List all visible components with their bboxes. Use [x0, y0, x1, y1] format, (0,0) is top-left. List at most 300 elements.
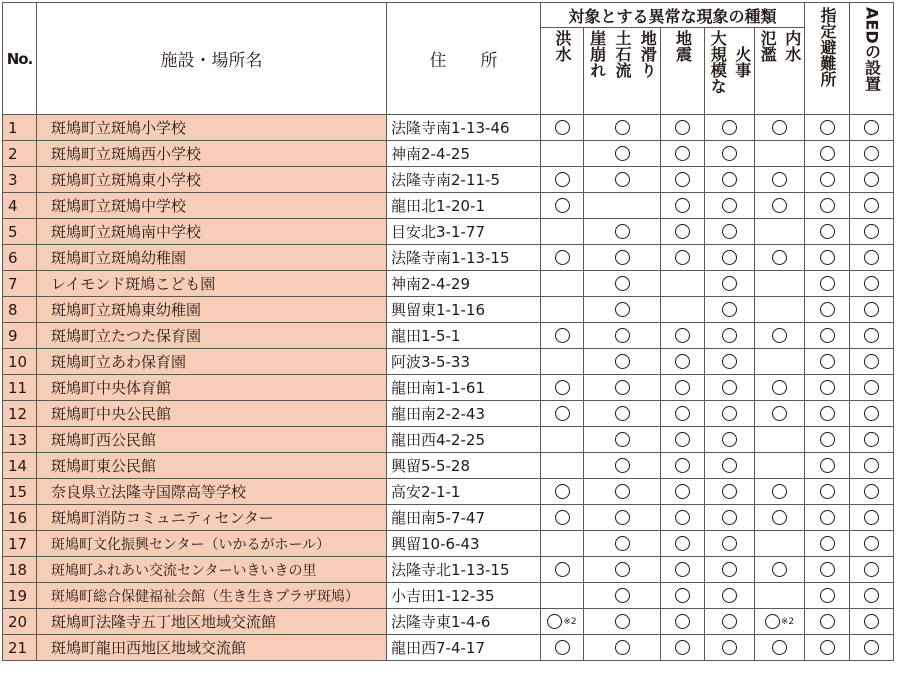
cell-quake — [661, 453, 705, 479]
cell-flood — [541, 375, 584, 401]
facility-name: 斑鳩町立たつた保育園 — [37, 323, 387, 349]
cell-aed — [850, 583, 894, 609]
header-aed — [850, 3, 894, 115]
cell-aed — [850, 141, 894, 167]
cell-quake — [661, 245, 705, 271]
circle-mark-icon — [864, 510, 879, 525]
circle-mark-icon — [772, 172, 787, 187]
cell-shelter — [805, 453, 850, 479]
circle-mark-icon — [820, 484, 835, 499]
cell-shelter — [805, 401, 850, 427]
circle-mark-icon — [820, 458, 835, 473]
circle-mark-icon — [722, 380, 737, 395]
header-landslide-label-a: 地滑り — [638, 30, 658, 78]
cell-aed — [850, 297, 894, 323]
cell-aed — [850, 167, 894, 193]
cell-inland — [755, 349, 805, 375]
circle-mark-icon — [555, 328, 570, 343]
facility-name: 斑鳩町立斑鳩南中学校 — [37, 219, 387, 245]
header-large-fire-label-a: 火事 — [732, 46, 752, 78]
cell-flood — [541, 635, 584, 661]
circle-mark-icon — [722, 276, 737, 291]
facility-address: 龍田1-5-1 — [387, 323, 541, 349]
header-flood — [541, 28, 584, 115]
cell-fire — [705, 271, 755, 297]
row-number: 11 — [3, 375, 37, 401]
circle-mark-icon — [864, 276, 879, 291]
table-row — [3, 479, 894, 505]
circle-mark-icon — [864, 302, 879, 317]
table-row — [3, 167, 894, 193]
circle-mark-icon — [675, 120, 690, 135]
cell-aed — [850, 115, 894, 141]
cell-quake — [661, 609, 705, 635]
facility-address: 興留東1-1-16 — [387, 297, 541, 323]
cell-shelter — [805, 375, 850, 401]
header-designated-shelter-label: 指定避難所 — [818, 7, 837, 87]
cell-quake — [661, 557, 705, 583]
circle-mark-icon — [722, 406, 737, 421]
circle-mark-icon — [615, 250, 630, 265]
facility-address: 龍田北1-20-1 — [387, 193, 541, 219]
cell-aed — [850, 219, 894, 245]
cell-fire — [705, 193, 755, 219]
circle-mark-icon — [722, 120, 737, 135]
circle-mark-icon — [864, 640, 879, 655]
circle-mark-icon — [864, 406, 879, 421]
cell-aed — [850, 245, 894, 271]
cell-inland — [755, 531, 805, 557]
facility-name: 斑鳩町ふれあい交流センターいきいきの里 — [37, 557, 387, 583]
header-aed-label: AEDの設置 — [862, 7, 882, 92]
header-inland-flooding-label-a: 内水 — [782, 30, 802, 62]
circle-mark-icon — [615, 302, 630, 317]
circle-mark-icon — [675, 614, 690, 629]
facility-name: 斑鳩町中央体育館 — [37, 375, 387, 401]
table-row — [3, 557, 894, 583]
circle-mark-icon — [820, 640, 835, 655]
cell-fire — [705, 531, 755, 557]
circle-mark-icon — [864, 120, 879, 135]
facility-name: 斑鳩町中央公民館 — [37, 401, 387, 427]
facility-address: 高安2-1-1 — [387, 479, 541, 505]
circle-mark-icon — [864, 198, 879, 213]
header-no: No. — [3, 3, 37, 115]
circle-mark-icon — [675, 198, 690, 213]
row-number: 18 — [3, 557, 37, 583]
cell-flood — [541, 349, 584, 375]
circle-mark-icon — [722, 146, 737, 161]
header-inland-flooding-label-b: 氾濫 — [758, 30, 778, 62]
cell-flood — [541, 401, 584, 427]
facility-address: 法隆寺南1-13-15 — [387, 245, 541, 271]
cell-aed — [850, 323, 894, 349]
cell-quake — [661, 531, 705, 557]
row-number: 1 — [3, 115, 37, 141]
cell-aed — [850, 479, 894, 505]
circle-mark-icon — [772, 328, 787, 343]
cell-shelter — [805, 349, 850, 375]
circle-mark-icon — [675, 328, 690, 343]
circle-mark-icon — [555, 198, 570, 213]
cell-inland — [755, 115, 805, 141]
facility-name: 斑鳩町立斑鳩東小学校 — [37, 167, 387, 193]
circle-mark-icon — [722, 250, 737, 265]
cell-fire — [705, 635, 755, 661]
circle-mark-icon — [820, 224, 835, 239]
circle-mark-icon — [615, 588, 630, 603]
cell-flood — [541, 453, 584, 479]
row-number: 13 — [3, 427, 37, 453]
circle-mark-icon — [675, 224, 690, 239]
circle-mark-icon — [820, 146, 835, 161]
circle-mark-icon — [722, 562, 737, 577]
circle-mark-icon — [615, 276, 630, 291]
header-designated-shelter — [805, 3, 850, 115]
cell-flood — [541, 323, 584, 349]
cell-flood — [541, 245, 584, 271]
table-row — [3, 271, 894, 297]
cell-flood — [541, 193, 584, 219]
facility-address: 興留5-5-28 — [387, 453, 541, 479]
circle-mark-icon — [555, 406, 570, 421]
header-address: 住 所 — [387, 3, 541, 115]
evacuation-facility-table — [2, 2, 894, 661]
cell-shelter — [805, 115, 850, 141]
cell-fire — [705, 375, 755, 401]
circle-mark-icon — [615, 120, 630, 135]
cell-landslide — [584, 531, 661, 557]
circle-mark-icon — [772, 406, 787, 421]
cell-quake — [661, 297, 705, 323]
facility-name: 斑鳩町消防コミュニティセンター — [37, 505, 387, 531]
row-number: 5 — [3, 219, 37, 245]
circle-mark-icon — [722, 224, 737, 239]
cell-flood — [541, 141, 584, 167]
facility-address: 龍田南2-2-43 — [387, 401, 541, 427]
cell-fire — [705, 479, 755, 505]
facility-address: 興留10-6-43 — [387, 531, 541, 557]
cell-shelter — [805, 323, 850, 349]
facility-address: 龍田南5-7-47 — [387, 505, 541, 531]
cell-quake — [661, 583, 705, 609]
cell-landslide — [584, 115, 661, 141]
circle-mark-icon — [722, 484, 737, 499]
table-row — [3, 635, 894, 661]
cell-inland — [755, 141, 805, 167]
cell-inland — [755, 219, 805, 245]
header-landslide-label-c: 崖崩れ — [587, 30, 607, 78]
cell-quake — [661, 401, 705, 427]
circle-mark-icon — [555, 120, 570, 135]
facility-address: 法隆寺北1-13-15 — [387, 557, 541, 583]
table-row — [3, 115, 894, 141]
facility-address: 法隆寺南1-13-46 — [387, 115, 541, 141]
circle-mark-icon — [820, 172, 835, 187]
circle-mark-icon — [722, 354, 737, 369]
cell-fire — [705, 167, 755, 193]
circle-mark-icon — [615, 640, 630, 655]
circle-mark-icon — [615, 406, 630, 421]
cell-inland — [755, 583, 805, 609]
facility-address: 神南2-4-25 — [387, 141, 541, 167]
cell-quake — [661, 479, 705, 505]
cell-aed — [850, 271, 894, 297]
cell-shelter — [805, 583, 850, 609]
circle-mark-icon — [615, 562, 630, 577]
cell-aed — [850, 453, 894, 479]
table-row — [3, 297, 894, 323]
cell-shelter — [805, 167, 850, 193]
circle-mark-icon — [675, 562, 690, 577]
table-row — [3, 193, 894, 219]
facility-address: 法隆寺東1-4-6 — [387, 609, 541, 635]
facility-table-wrapper — [2, 2, 894, 661]
cell-fire — [705, 219, 755, 245]
circle-mark-icon — [864, 146, 879, 161]
circle-mark-icon — [820, 588, 835, 603]
facility-name: 斑鳩町龍田西地区地域交流館 — [37, 635, 387, 661]
cell-shelter — [805, 479, 850, 505]
cell-shelter — [805, 427, 850, 453]
cell-inland — [755, 453, 805, 479]
circle-mark-icon — [772, 562, 787, 577]
table-row — [3, 323, 894, 349]
facility-name: 斑鳩町立あわ保育園 — [37, 349, 387, 375]
circle-mark-icon — [615, 536, 630, 551]
circle-mark-icon — [722, 536, 737, 551]
cell-fire — [705, 609, 755, 635]
cell-shelter — [805, 297, 850, 323]
row-number: 16 — [3, 505, 37, 531]
facility-name: 奈良県立法隆寺国際高等学校 — [37, 479, 387, 505]
cell-quake — [661, 505, 705, 531]
table-row — [3, 349, 894, 375]
cell-aed — [850, 609, 894, 635]
circle-mark-icon — [675, 458, 690, 473]
cell-inland — [755, 167, 805, 193]
circle-mark-icon — [772, 510, 787, 525]
cell-landslide — [584, 609, 661, 635]
cell-fire — [705, 245, 755, 271]
table-row — [3, 583, 894, 609]
row-number: 8 — [3, 297, 37, 323]
row-number: 12 — [3, 401, 37, 427]
circle-mark-icon — [864, 224, 879, 239]
cell-aed — [850, 349, 894, 375]
cell-quake — [661, 219, 705, 245]
circle-mark-icon — [864, 250, 879, 265]
circle-mark-icon — [547, 614, 562, 629]
cell-inland — [755, 297, 805, 323]
circle-mark-icon — [772, 198, 787, 213]
circle-mark-icon — [675, 484, 690, 499]
cell-quake — [661, 375, 705, 401]
circle-mark-icon — [864, 380, 879, 395]
circle-mark-icon — [820, 562, 835, 577]
circle-mark-icon — [722, 172, 737, 187]
cell-landslide — [584, 219, 661, 245]
cell-inland — [755, 193, 805, 219]
facility-name: 斑鳩町立斑鳩中学校 — [37, 193, 387, 219]
cell-aed — [850, 505, 894, 531]
circle-mark-icon — [675, 380, 690, 395]
cell-quake — [661, 323, 705, 349]
facility-name: 斑鳩町立斑鳩東幼稚園 — [37, 297, 387, 323]
cell-landslide — [584, 271, 661, 297]
circle-mark-icon — [615, 484, 630, 499]
table-row — [3, 609, 894, 635]
circle-mark-icon — [555, 380, 570, 395]
cell-landslide — [584, 635, 661, 661]
cell-inland — [755, 609, 805, 635]
cell-landslide — [584, 557, 661, 583]
cell-shelter — [805, 271, 850, 297]
circle-mark-icon — [820, 328, 835, 343]
circle-mark-icon — [615, 172, 630, 187]
facility-name: 斑鳩町立斑鳩西小学校 — [37, 141, 387, 167]
cell-shelter — [805, 193, 850, 219]
circle-mark-icon — [722, 588, 737, 603]
circle-mark-icon — [675, 588, 690, 603]
table-row — [3, 453, 894, 479]
circle-mark-icon — [555, 562, 570, 577]
table-row — [3, 245, 894, 271]
row-number: 15 — [3, 479, 37, 505]
cell-inland — [755, 401, 805, 427]
table-row — [3, 401, 894, 427]
circle-mark-icon — [820, 536, 835, 551]
header-landslide — [584, 28, 661, 115]
row-number: 3 — [3, 167, 37, 193]
cell-flood — [541, 297, 584, 323]
circle-mark-icon — [765, 614, 780, 629]
circle-mark-icon — [864, 172, 879, 187]
circle-mark-icon — [615, 328, 630, 343]
header-landslide-label-b: 土石流 — [612, 30, 632, 78]
cell-fire — [705, 401, 755, 427]
cell-quake — [661, 167, 705, 193]
cell-inland — [755, 245, 805, 271]
circle-mark-icon — [820, 510, 835, 525]
circle-mark-icon — [675, 146, 690, 161]
cell-fire — [705, 557, 755, 583]
circle-mark-icon — [772, 120, 787, 135]
cell-flood — [541, 557, 584, 583]
facility-name: 斑鳩町総合保健福祉会館（生き生きプラザ斑鳩） — [37, 583, 387, 609]
header-inland-flooding — [755, 28, 805, 115]
circle-mark-icon — [864, 588, 879, 603]
row-number: 2 — [3, 141, 37, 167]
cell-shelter — [805, 141, 850, 167]
cell-shelter — [805, 609, 850, 635]
facility-name: 斑鳩町文化振興センター（いかるがホール） — [37, 531, 387, 557]
row-number: 21 — [3, 635, 37, 661]
header-hazard-types: 対象とする異常な現象の種類 — [541, 3, 805, 28]
header-earthquake — [661, 28, 705, 115]
facility-table-body — [3, 115, 894, 661]
cell-landslide — [584, 141, 661, 167]
cell-quake — [661, 349, 705, 375]
circle-mark-icon — [675, 510, 690, 525]
circle-mark-icon — [615, 458, 630, 473]
cell-landslide — [584, 583, 661, 609]
row-number: 19 — [3, 583, 37, 609]
facility-name: レイモンド斑鳩こども園 — [37, 271, 387, 297]
circle-mark-icon — [820, 614, 835, 629]
cell-landslide — [584, 453, 661, 479]
table-row — [3, 531, 894, 557]
circle-mark-icon — [722, 614, 737, 629]
cell-landslide — [584, 297, 661, 323]
circle-mark-icon — [615, 354, 630, 369]
circle-mark-icon — [615, 510, 630, 525]
facility-address: 阿波3-5-33 — [387, 349, 541, 375]
facility-name: 斑鳩町立斑鳩幼稚園 — [37, 245, 387, 271]
cell-fire — [705, 115, 755, 141]
circle-mark-icon — [555, 640, 570, 655]
cell-aed — [850, 401, 894, 427]
circle-mark-icon — [555, 172, 570, 187]
cell-flood — [541, 167, 584, 193]
circle-mark-icon — [615, 432, 630, 447]
cell-inland — [755, 271, 805, 297]
circle-mark-icon — [864, 432, 879, 447]
cell-aed — [850, 427, 894, 453]
facility-address: 龍田西4-2-25 — [387, 427, 541, 453]
cell-shelter — [805, 219, 850, 245]
circle-mark-icon — [820, 302, 835, 317]
cell-fire — [705, 297, 755, 323]
circle-mark-icon — [675, 406, 690, 421]
row-number: 14 — [3, 453, 37, 479]
header-large-fire-label-b: 大規模な — [708, 30, 728, 94]
circle-mark-icon — [722, 328, 737, 343]
table-row — [3, 219, 894, 245]
circle-mark-icon — [820, 432, 835, 447]
cell-flood — [541, 479, 584, 505]
footnote-marker: ※2 — [563, 616, 577, 627]
circle-mark-icon — [675, 250, 690, 265]
circle-mark-icon — [722, 432, 737, 447]
facility-name: 斑鳩町立斑鳩小学校 — [37, 115, 387, 141]
cell-flood — [541, 505, 584, 531]
cell-landslide — [584, 427, 661, 453]
cell-shelter — [805, 635, 850, 661]
footnote-marker: ※2 — [780, 616, 795, 627]
cell-landslide — [584, 375, 661, 401]
cell-fire — [705, 505, 755, 531]
table-row — [3, 505, 894, 531]
cell-quake — [661, 427, 705, 453]
cell-fire — [705, 141, 755, 167]
circle-mark-icon — [772, 250, 787, 265]
circle-mark-icon — [615, 614, 630, 629]
circle-mark-icon — [820, 276, 835, 291]
table-row — [3, 375, 894, 401]
cell-landslide — [584, 349, 661, 375]
circle-mark-icon — [615, 224, 630, 239]
cell-flood — [541, 427, 584, 453]
cell-aed — [850, 375, 894, 401]
cell-aed — [850, 193, 894, 219]
circle-mark-icon — [675, 536, 690, 551]
circle-mark-icon — [722, 640, 737, 655]
circle-mark-icon — [820, 250, 835, 265]
header-earthquake-label: 地震 — [673, 30, 693, 62]
cell-aed — [850, 531, 894, 557]
cell-shelter — [805, 505, 850, 531]
